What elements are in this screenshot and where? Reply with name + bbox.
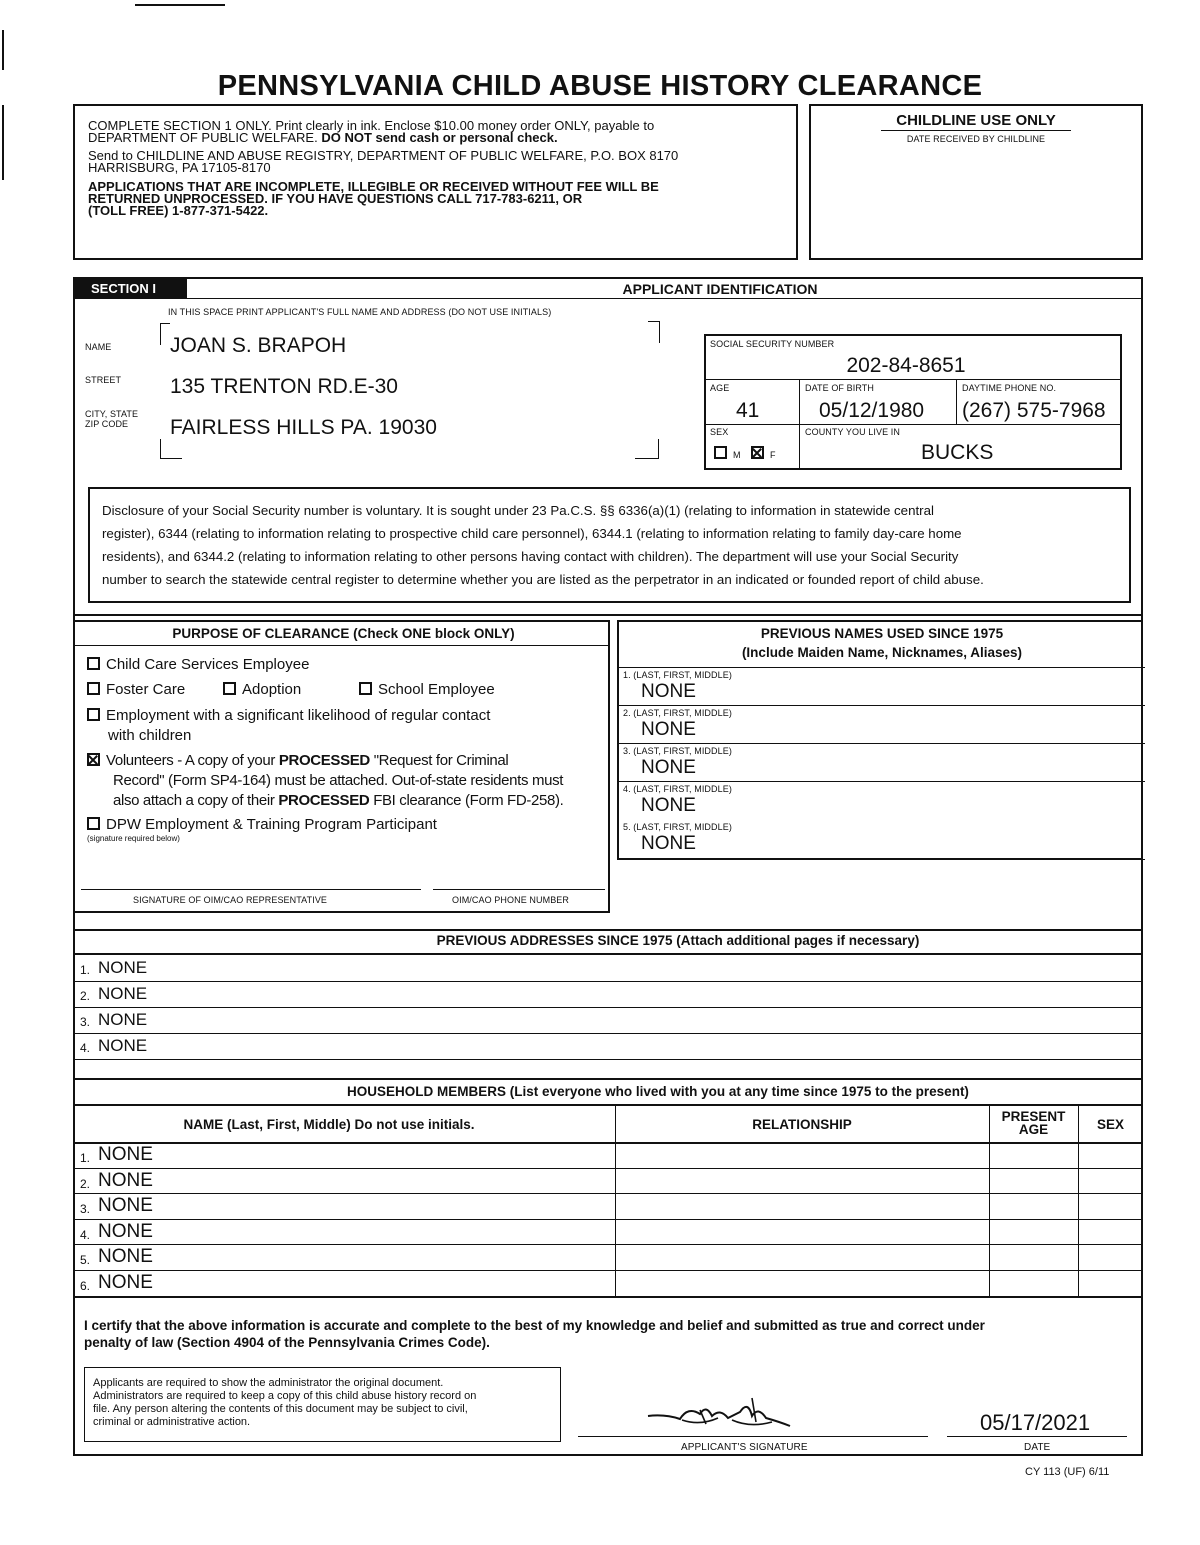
divider	[73, 1168, 1143, 1169]
date-line	[947, 1436, 1127, 1437]
sex-options	[714, 446, 776, 460]
divider	[73, 1244, 1143, 1245]
zip-label: ZIP CODE	[85, 419, 129, 429]
applicant-street: 135 TRENTON RD.E-30	[170, 375, 398, 398]
certification-text: I certify that the above information is accurate and complete to the best of my knowledge and belief and submitted as true and correct under penalty of law (Section 4904 of the Pennsylvania Crimes Code).	[84, 1318, 985, 1350]
dpw-checkbox[interactable]	[87, 817, 100, 830]
col-divider	[989, 1104, 990, 1296]
divider	[73, 981, 1143, 982]
divider	[706, 379, 1120, 380]
divider	[706, 424, 1120, 425]
divider	[73, 1270, 1143, 1271]
scan-mark	[135, 4, 225, 6]
household-name: NONE	[98, 1246, 153, 1268]
col-age-header: PRESENT AGE	[1001, 1109, 1066, 1137]
divider	[73, 953, 1143, 955]
dob-value: 05/12/1980	[819, 399, 925, 422]
instructions-line: Send to CHILDLINE AND ABUSE REGISTRY, DEPARTMENT OF PUBLIC WELFARE, P.O. BOX 8170	[88, 148, 679, 163]
instructions-line: COMPLETE SECTION 1 ONLY. Print clearly in ink. Enclose $10.00 money order ONLY, payable to	[88, 118, 655, 133]
household-title: HOUSEHOLD MEMBERS (List everyone who lived with you at any time since 1975 to the present)	[347, 1084, 969, 1099]
purpose-employment: Employment with a significant likelihood of regular contact with children	[87, 706, 490, 746]
household-number: 3.	[80, 1202, 91, 1217]
divider	[73, 1219, 1143, 1220]
disclosure-line: number to search the statewide central register to determine whether you are listed as the perpetrator in an indicated or founded report of child abuse.	[102, 572, 984, 587]
signature-date: 05/17/2021	[980, 1410, 1091, 1435]
applicant-signature-image	[640, 1392, 810, 1442]
date-received-label: DATE RECEIVED BY CHILDLINE	[906, 134, 1046, 144]
address-number: 3.	[80, 1015, 91, 1029]
previous-name-value: NONE	[641, 757, 696, 778]
previous-name-label: 2. (LAST, FIRST, MIDDLE)	[623, 708, 732, 718]
household-number: 6.	[80, 1279, 91, 1293]
divider	[75, 645, 608, 646]
notice-line: file. Any person altering the contents of this document may be subject to civil,	[93, 1403, 468, 1415]
sex-m-checkbox[interactable]	[714, 446, 727, 459]
instructions-line: HARRISBURG, PA 17105-8170	[88, 160, 271, 175]
oim-phone-label: OIM/CAO PHONE NUMBER	[452, 895, 570, 905]
sex-label: SEX	[710, 427, 729, 437]
address-number: 2.	[80, 989, 91, 1003]
bracket-corner	[635, 439, 659, 459]
applicant-city: FAIRLESS HILLS PA. 19030	[170, 416, 437, 439]
household-number: 1.	[80, 1151, 91, 1165]
bracket-corner	[648, 321, 660, 343]
address-number: 4.	[80, 1041, 91, 1055]
address-value: NONE	[98, 1010, 148, 1029]
age-label: AGE	[710, 383, 730, 393]
divider	[619, 705, 1145, 706]
purpose-adoption: Adoption	[223, 681, 301, 698]
notice-box	[84, 1367, 561, 1442]
notice-line: Administrators are required to keep a copy of this child abuse history record on	[93, 1390, 477, 1402]
instructions-line: DEPARTMENT OF PUBLIC WELFARE. DO NOT send cash or personal check.	[88, 130, 558, 145]
purpose-school: School Employee	[359, 681, 495, 698]
adoption-checkbox[interactable]	[223, 682, 236, 695]
volunteers-checkbox[interactable]	[87, 753, 100, 766]
disclosure-box	[88, 487, 1131, 603]
name-label: NAME	[85, 342, 112, 352]
col-name-header: NAME (Last, First, Middle) Do not use initials.	[183, 1117, 475, 1132]
previous-name-label: 1. (LAST, FIRST, MIDDLE)	[623, 670, 732, 680]
phone-label: DAYTIME PHONE NO.	[962, 383, 1057, 393]
sex-f-label: F	[770, 450, 776, 460]
purpose-volunteers: Volunteers - A copy of your PROCESSED "Request for Criminal Record" (Form SP4-164) must be attached. Out-of-state residents must also attach a copy of their PROCESSED FBI clearance (Form FD-258).	[87, 751, 563, 811]
phone-value: (267) 575-7968	[962, 399, 1106, 422]
previous-names-title: PREVIOUS NAMES USED SINCE 1975	[760, 626, 1004, 641]
bracket-corner	[160, 323, 170, 345]
dob-label: DATE OF BIRTH	[805, 383, 874, 393]
divider	[619, 743, 1145, 744]
previous-name-value: NONE	[641, 833, 696, 854]
ssn-label: SOCIAL SECURITY NUMBER	[710, 339, 835, 349]
household-number: 5.	[80, 1253, 91, 1268]
household-name: NONE	[98, 1272, 153, 1293]
childline-box	[809, 104, 1143, 260]
date-label: DATE	[1024, 1442, 1051, 1453]
applicant-identification-section	[73, 277, 1143, 616]
city-label: CITY, STATE	[85, 409, 139, 419]
col-divider	[615, 1104, 616, 1296]
purpose-foster-care: Foster Care	[87, 681, 185, 698]
age-value: 41	[736, 399, 760, 422]
instructions-line: (TOLL FREE) 1-877-371-5422.	[88, 203, 269, 218]
scan-mark	[2, 105, 4, 180]
purpose-box	[73, 620, 610, 913]
divider	[73, 1193, 1143, 1194]
scan-mark	[2, 30, 4, 70]
divider	[619, 859, 1145, 860]
address-number: 1.	[80, 963, 91, 977]
signature-line	[578, 1436, 928, 1437]
phone-line	[433, 889, 605, 890]
divider	[619, 781, 1145, 782]
household-name: NONE	[98, 1169, 153, 1191]
household-name: NONE	[98, 1220, 153, 1242]
divider	[799, 424, 800, 468]
bracket-corner	[160, 439, 182, 459]
previous-names-box	[617, 620, 1143, 860]
divider	[956, 379, 957, 424]
child-care-checkbox[interactable]	[87, 657, 100, 670]
divider	[73, 1059, 1143, 1060]
county-label: COUNTY YOU LIVE IN	[805, 427, 900, 437]
divider	[881, 130, 1071, 131]
address-value: NONE	[98, 984, 148, 1003]
signature-label: APPLICANT'S SIGNATURE	[681, 1442, 808, 1453]
print-note: IN THIS SPACE PRINT APPLICANT'S FULL NAME AND ADDRESS (DO NOT USE INITIALS)	[168, 307, 552, 317]
divider	[619, 667, 1145, 668]
ssn-value: 202-84-8651	[846, 354, 966, 377]
section-title: APPLICANT IDENTIFICATION	[622, 281, 818, 297]
previous-name-label: 4. (LAST, FIRST, MIDDLE)	[623, 784, 732, 794]
instructions-line: APPLICATIONS THAT ARE INCOMPLETE, ILLEGIBLE OR RECEIVED WITHOUT FEE WILL BE	[88, 179, 659, 194]
sex-m-label: M	[733, 450, 741, 460]
instructions-line: RETURNED UNPROCESSED. IF YOU HAVE QUESTIONS CALL 717-783-6211, OR	[88, 191, 583, 206]
household-number: 2.	[80, 1176, 91, 1191]
disclosure-line: register), 6344 (relating to information relating to prospective child care personnel), 6344.1 (relating to information relating to family day-care home	[102, 526, 962, 541]
county-value: BUCKS	[921, 441, 994, 464]
divider	[73, 1033, 1143, 1034]
notice-line: criminal or administrative action.	[93, 1416, 251, 1428]
divider	[73, 1104, 1143, 1106]
foster-care-checkbox[interactable]	[87, 682, 100, 695]
childline-title: CHILDLINE USE ONLY	[896, 112, 1056, 129]
previous-names-subtitle: (Include Maiden Name, Nicknames, Aliases)	[741, 645, 1023, 660]
previous-name-value: NONE	[641, 719, 696, 740]
sex-f-checkbox[interactable]	[751, 446, 764, 459]
previous-name-value: NONE	[641, 795, 696, 816]
previous-name-label: 5. (LAST, FIRST, MIDDLE)	[623, 822, 732, 832]
household-number: 4.	[80, 1227, 91, 1242]
street-label: STREET	[85, 375, 122, 385]
instructions-box	[73, 104, 798, 260]
notice-line: Applicants are required to show the administrator the original document.	[93, 1377, 444, 1389]
previous-addresses-title: PREVIOUS ADDRESSES SINCE 1975 (Attach additional pages if necessary)	[436, 933, 920, 948]
id-grid	[704, 334, 1122, 470]
disclosure-line: Disclosure of your Social Security number is voluntary. It is sought under 23 Pa.C.S. §§ 6336(a)(1) (relating to information in statewide central	[102, 503, 934, 518]
school-checkbox[interactable]	[359, 682, 372, 695]
household-name: NONE	[98, 1144, 153, 1165]
purpose-dpw: DPW Employment & Training Program Participant	[87, 816, 437, 833]
previous-name-label: 3. (LAST, FIRST, MIDDLE)	[623, 746, 732, 756]
form-number: CY 113 (UF) 6/11	[1025, 1466, 1110, 1478]
divider	[73, 929, 1143, 931]
dpw-note: (signature required below)	[87, 834, 180, 843]
purpose-title: PURPOSE OF CLEARANCE (Check ONE block ONLY)	[172, 626, 515, 641]
purpose-child-care: Child Care Services Employee	[87, 656, 309, 673]
divider	[75, 298, 1141, 299]
col-relationship-header: RELATIONSHIP	[752, 1117, 852, 1132]
form-title: PENNSYLVANIA CHILD ABUSE HISTORY CLEARANCE	[217, 70, 983, 102]
col-divider	[1078, 1104, 1079, 1296]
divider	[73, 1078, 1143, 1080]
divider	[73, 1142, 1143, 1144]
divider	[73, 1007, 1143, 1008]
employment-checkbox[interactable]	[87, 708, 100, 721]
previous-name-value: NONE	[641, 681, 696, 702]
divider	[73, 1296, 1143, 1298]
disclosure-line: residents), and 6344.2 (relating to information relating to other persons having contact with children). The department will use your Social Security	[102, 549, 959, 564]
oim-signature-label: SIGNATURE OF OIM/CAO REPRESENTATIVE	[133, 895, 328, 905]
address-value: NONE	[98, 1036, 148, 1055]
household-name: NONE	[98, 1195, 153, 1217]
signature-line	[81, 889, 421, 890]
col-sex-header: SEX	[1096, 1117, 1124, 1132]
address-value: NONE	[98, 958, 148, 977]
applicant-name: JOAN S. BRAPOH	[170, 334, 347, 357]
section-tab: SECTION I	[75, 279, 187, 299]
divider	[799, 379, 800, 424]
